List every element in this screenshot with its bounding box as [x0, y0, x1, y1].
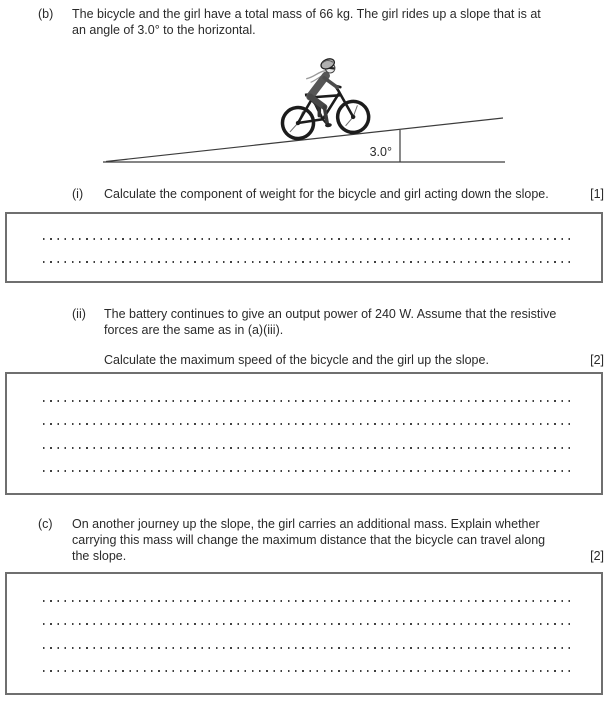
answer-box-1 — [5, 212, 603, 283]
part-i-label: (i) — [72, 187, 84, 201]
answer-dotted-line — [43, 647, 571, 649]
slope-diagram — [83, 40, 515, 170]
part-ii-marks: [2] — [590, 353, 604, 367]
question-c-last-row — [72, 548, 604, 564]
part-ii-calc-row — [104, 352, 604, 368]
part-ii-text — [104, 306, 604, 338]
question-b-label: (b) — [38, 7, 54, 21]
answer-dotted-line — [43, 400, 571, 402]
bicycle-illustration — [276, 54, 370, 141]
text-line: forces are the same as in (a)(iii). — [104, 323, 284, 337]
answer-box-3 — [5, 572, 603, 695]
slope-incline-line — [106, 118, 503, 162]
answer-box-2 — [5, 372, 603, 495]
part-i-marks: [1] — [590, 187, 604, 201]
answer-dotted-line — [43, 447, 571, 449]
part-ii-label: (ii) — [72, 307, 86, 321]
question-c-text — [72, 516, 604, 564]
question-c-marks: [2] — [590, 549, 604, 563]
part-i-text: Calculate the component of weight for the bicycle and girl acting down the slope. — [104, 187, 549, 201]
arm — [324, 77, 337, 89]
answer-dotted-line — [43, 470, 571, 472]
text-line: The bicycle and the girl have a total mass of 66 kg. The girl rides up a slope that is at — [72, 7, 541, 21]
question-b-text — [72, 6, 602, 38]
part-ii-calc-text: Calculate the maximum speed of the bicycle and the girl up the slope. — [104, 353, 489, 367]
angle-label: 3.0° — [369, 145, 392, 159]
text-line: On another journey up the slope, the girl carries an additional mass. Explain whether — [72, 517, 540, 531]
text-line: carrying this mass will change the maximum distance that the bicycle can travel along — [72, 533, 546, 547]
text-line: the slope. — [72, 549, 127, 563]
answer-dotted-line — [43, 600, 571, 602]
answer-dotted-line — [43, 623, 571, 625]
answer-dotted-line — [43, 670, 571, 672]
answer-dotted-line — [43, 238, 571, 240]
question-c-label: (c) — [38, 517, 53, 531]
text-line: an angle of 3.0° to the horizontal. — [72, 23, 256, 37]
answer-dotted-line — [43, 423, 571, 425]
text-line: The battery continues to give an output power of 240 W. Assume that the resistive — [104, 307, 557, 321]
answer-dotted-line — [43, 261, 571, 263]
part-i-row — [104, 186, 604, 202]
